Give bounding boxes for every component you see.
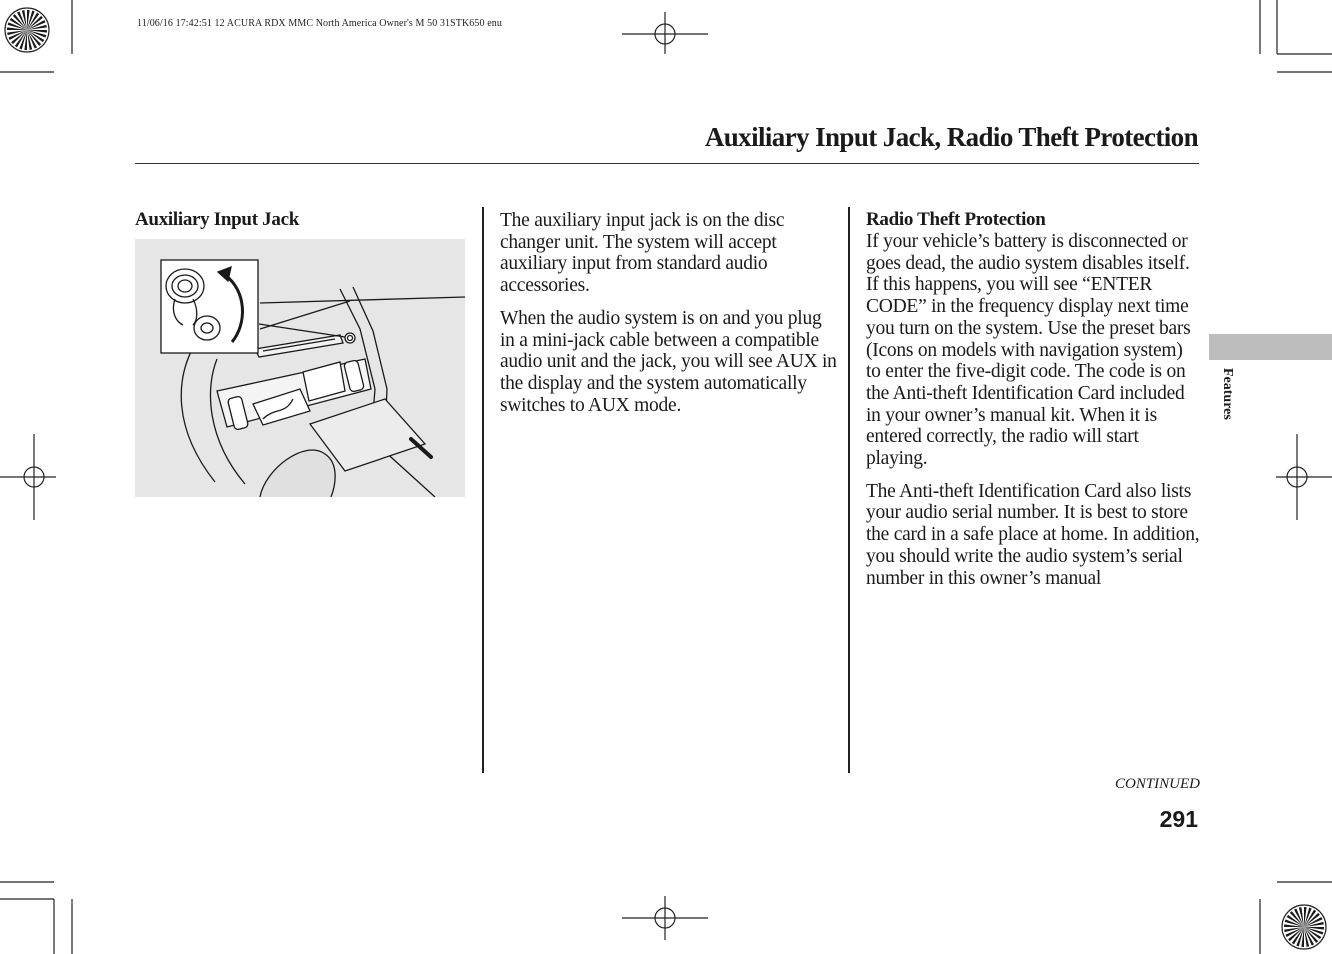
theft-protection-paragraph: The Anti-theft Identification Card also lists your audio serial number. It is best to store the card in a safe place at home. In addition, you should write the audio system’s serial number in this owner’s manual xyxy=(866,480,1200,589)
aux-jack-heading: Auxiliary Input Jack xyxy=(135,209,299,230)
console-drawing xyxy=(135,239,465,497)
crosshair-top-center xyxy=(622,12,708,54)
registration-target-bottom-right xyxy=(1282,905,1326,949)
print-header: 11/06/16 17:42:51 12 ACURA RDX MMC North America Owner's M 50 31STK650 enu xyxy=(137,18,502,29)
section-tab-label: Features xyxy=(1220,368,1235,420)
aux-jack-paragraph: The auxiliary input jack is on the disc changer unit. The system will accept auxiliary input from standard audio accessories. xyxy=(500,210,785,297)
aux-jack-paragraph: When the audio system is on and you plug in a mini-jack cable between a compatible audio unit and the jack, you will see AUX in the display and the system automatically switches to AUX mode. xyxy=(500,307,837,416)
continued-label: CONTINUED xyxy=(1114,776,1200,792)
crosshair-bottom-center xyxy=(622,896,708,940)
aux-jack-illustration xyxy=(135,239,465,497)
crosshair-left-middle xyxy=(0,434,56,520)
column-divider xyxy=(482,207,484,773)
theft-protection-paragraph: If your vehicle’s battery is disconnected or goes dead, the audio system disables itself. If this happens, you will see “ENTER CODE” in the frequency display next time you turn on the system. Use the preset bars (Icons on models with navigation system) to enter the five-digit code. The code is on the Anti-theft Identification Card included in your owner’s manual kit. When it is entered correctly, the radio will start playing. xyxy=(866,231,1191,470)
section-tab xyxy=(1209,334,1332,360)
column-divider xyxy=(848,207,850,773)
aux-jack-text xyxy=(500,210,840,416)
title-rule xyxy=(135,163,1199,164)
page-title: Auxiliary Input Jack, Radio Theft Protection xyxy=(704,122,1198,152)
theft-protection-section xyxy=(866,209,1200,589)
crosshair-right-middle xyxy=(1276,434,1332,520)
page-number: 291 xyxy=(1159,806,1198,832)
theft-protection-heading: Radio Theft Protection xyxy=(866,209,1046,230)
registration-target-top-left xyxy=(5,8,49,52)
